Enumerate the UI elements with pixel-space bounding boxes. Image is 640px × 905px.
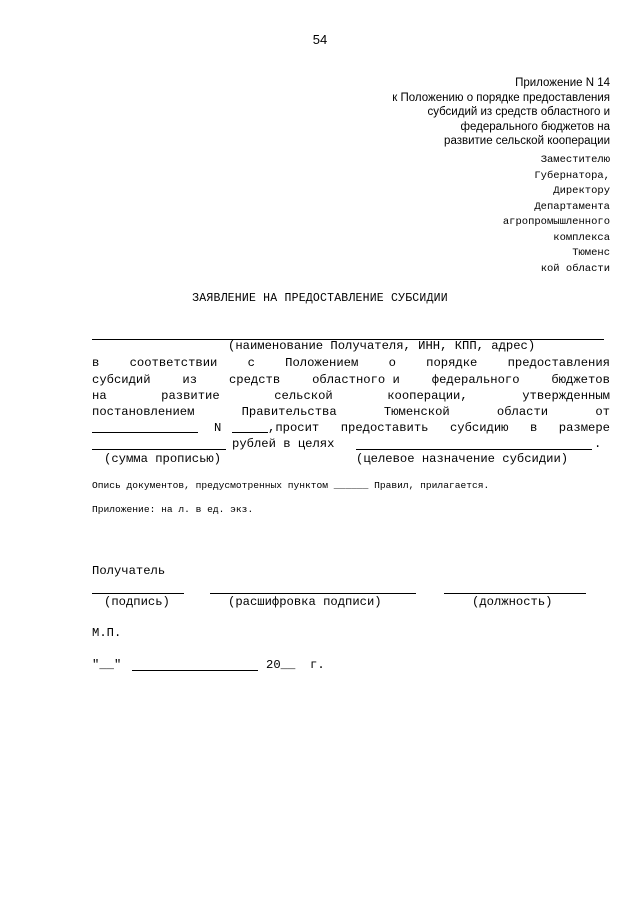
row2-word: бюджетов [551, 373, 610, 387]
appendix-line-2: к Положению о порядке предоставления [392, 91, 610, 104]
number-blank-line [232, 432, 268, 433]
row4-word: от [595, 405, 610, 419]
body-row-3 [92, 389, 610, 403]
number-sign: N [214, 421, 222, 435]
addressee-line-8: кой области [540, 262, 610, 275]
appendix-line-4: федерального бюджетов на [460, 120, 610, 133]
body-row-2 [92, 373, 610, 387]
amount-blank-line [92, 449, 226, 450]
recipient-label: Получатель [92, 564, 166, 578]
rubles-purpose-text: рублей в целях [232, 437, 335, 451]
addressee-line-2: Губернатора, [534, 169, 610, 182]
row3-word: развитие [161, 389, 220, 403]
position-blank-line [444, 593, 586, 594]
addressee-line-4: Департамента [534, 200, 610, 213]
row1-word: порядке [426, 356, 478, 370]
position-hint: (должность) [472, 595, 553, 609]
attachment-line: Приложение: на л. в ед. экз. [92, 504, 254, 515]
row1-word: Положением [285, 356, 359, 370]
row2-word: из [182, 373, 198, 387]
purpose-blank-line [356, 449, 592, 450]
signature-hint: (подпись) [104, 595, 170, 609]
stamp-placeholder: М.П. [92, 626, 122, 640]
date-quote-close: " [113, 658, 122, 672]
row3-word: на [92, 389, 107, 403]
addressee-line-7: Тюменс [572, 247, 610, 259]
row2-word: субсидий [92, 373, 151, 387]
body-row-1 [92, 356, 610, 370]
row1-word: предоставления [507, 356, 610, 370]
row2-word: средств [228, 373, 281, 387]
date-year: 20__ [266, 658, 296, 672]
signature-blank-line [92, 593, 184, 594]
row4-word: постановлением [92, 405, 195, 419]
purpose-hint: (целевое назначение субсидии) [356, 452, 569, 466]
date-month-blank-line [132, 670, 258, 671]
documents-list-line: Опись документов, предусмотренных пунктом ______ Правил, прилагается. [92, 480, 490, 491]
addressee-block [503, 153, 610, 277]
request-text: ,просит предоставить субсидию в размере [268, 421, 610, 435]
document-title: ЗАЯВЛЕНИЕ НА ПРЕДОСТАВЛЕНИЕ СУБСИДИИ [192, 292, 448, 305]
decode-blank-line [210, 593, 416, 594]
row3-word: сельской [274, 389, 333, 403]
page-number: 54 [312, 32, 328, 47]
row-end-dot: . [594, 437, 602, 451]
appendix-reference [392, 76, 610, 149]
row1-word: соответствии [129, 356, 218, 370]
date-line [92, 658, 121, 672]
body-row-4 [92, 405, 610, 419]
appendix-line-5: развитие сельской кооперации [444, 135, 610, 147]
row4-word: Правительства [241, 405, 337, 419]
appendix-line-3: субсидий из средств областного и [427, 106, 610, 118]
addressee-line-6: комплекса [553, 231, 610, 244]
row2-word: федерального [431, 373, 520, 387]
row3-word: утвержденным [522, 389, 610, 403]
date-suffix: г. [310, 658, 325, 672]
row4-word: области [496, 405, 549, 419]
date-day-blank: __ [99, 658, 114, 672]
row2-word: областного и [312, 373, 400, 387]
addressee-line-1: Заместителю [540, 154, 610, 166]
date-quote-open: " [92, 658, 100, 672]
sum-hint: (сумма прописью) [104, 452, 222, 466]
row1-word: о [388, 356, 396, 370]
row1-word: в [92, 356, 100, 370]
addressee-line-3: Директору [553, 185, 610, 197]
row4-word: Тюменской [383, 405, 450, 419]
recipient-hint: (наименование Получателя, ИНН, КПП, адрес) [228, 339, 536, 353]
date-blank-line [92, 432, 198, 433]
decode-hint: (расшифровка подписи) [228, 595, 382, 609]
addressee-line-5: агропромышленного [502, 216, 610, 228]
appendix-line-1: Приложение N 14 [515, 77, 610, 89]
row3-word: кооперации, [387, 389, 468, 403]
row1-word: с [247, 356, 255, 370]
